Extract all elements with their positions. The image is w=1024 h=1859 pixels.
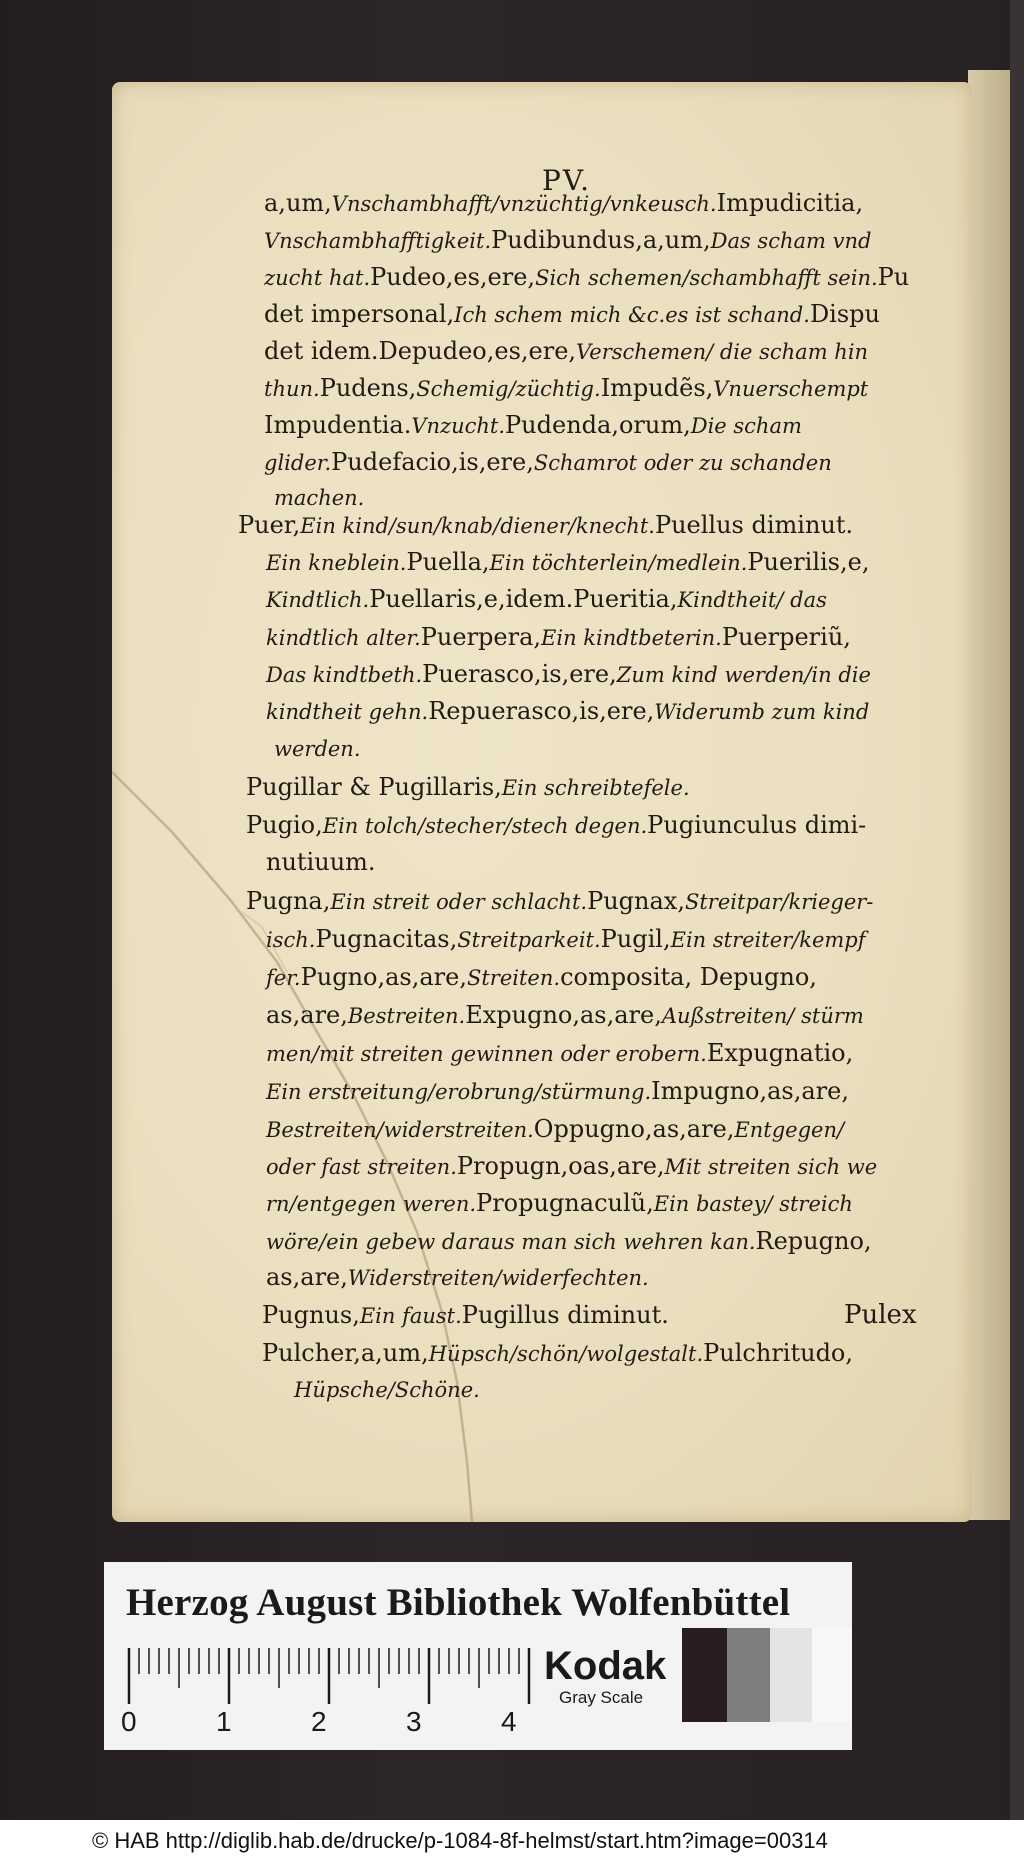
text-line: [266, 622, 851, 653]
latin-headword: Pugnus,: [262, 1301, 360, 1329]
german-gloss: oder fast streiten.: [266, 1155, 457, 1179]
german-gloss: Ein streit oder schlacht.: [330, 890, 588, 914]
german-gloss: Ein töchterlein/medlein.: [489, 551, 748, 575]
german-gloss: Streitpar/krieger-: [684, 890, 874, 914]
german-gloss: Außstreiten/ stürm: [661, 1004, 864, 1028]
text-line: [264, 188, 863, 219]
german-gloss: Schamrot oder zu schanden: [533, 451, 832, 475]
latin-headword: Puerasco,is,ere,: [422, 660, 617, 688]
text-line: [264, 225, 871, 256]
ruler-number: 1: [216, 1706, 232, 1737]
latin-headword: Pulchritudo,: [703, 1339, 854, 1367]
latin-headword: Pudefacio,is,ere,: [331, 448, 534, 476]
latin-headword: Pudens,: [319, 374, 417, 402]
text-line: [266, 847, 376, 877]
text-line: [266, 584, 827, 615]
german-gloss: fer.: [266, 966, 301, 990]
page-header: PV.: [542, 164, 592, 197]
text-line: [266, 1151, 877, 1182]
text-line: [262, 1338, 853, 1369]
latin-headword: Pu: [877, 263, 910, 291]
latin-headword: Pugillus diminut.: [461, 1301, 669, 1329]
latin-headword: Expugno,as,are,: [465, 1001, 662, 1029]
latin-headword: nutiuum.: [266, 848, 376, 876]
latin-headword: Pugil,: [600, 925, 671, 953]
latin-headword: Pugnax,: [587, 887, 685, 915]
text-line: [266, 1000, 864, 1031]
german-gloss: kindtlich alter.: [266, 626, 421, 650]
german-gloss: machen.: [274, 486, 365, 510]
ruler-number: 0: [121, 1706, 137, 1737]
latin-headword: as,are,: [266, 1001, 348, 1029]
brand-logo: Kodak: [544, 1644, 667, 1688]
text-line: [266, 696, 869, 727]
latin-headword: Puerpera,: [420, 623, 542, 651]
text-line: [294, 1374, 480, 1405]
german-gloss: wöre/ein gebew daraus man sich wehren kan.: [266, 1230, 756, 1254]
german-gloss: Streitparkeit.: [457, 928, 601, 952]
text-line: [264, 262, 909, 293]
latin-headword: Repuerasco,is,ere,: [428, 697, 655, 725]
german-gloss: rn/entgegen weren.: [266, 1192, 477, 1216]
german-gloss: Ein tolch/stecher/stech degen.: [322, 814, 648, 838]
german-gloss: Ein schreibtefele.: [501, 776, 690, 800]
text-line: [264, 373, 868, 404]
german-gloss: Streiten.: [466, 966, 561, 990]
latin-headword: det impersonal,: [264, 300, 455, 328]
latin-headword: Repugno,: [755, 1227, 872, 1255]
latin-headword: Pudibundus,a,um,: [491, 226, 711, 254]
latin-headword: a,um,: [264, 189, 332, 217]
ruler-scale: [124, 1646, 534, 1706]
latin-headword: Expugnatio,: [706, 1039, 854, 1067]
text-line: [266, 1038, 853, 1069]
text-line: [246, 810, 866, 841]
text-line: [274, 733, 361, 764]
latin-headword: Impudẽs,: [600, 374, 714, 402]
german-gloss: Vnschambhafft/vnzüchtig/vnkeusch.: [331, 192, 717, 216]
latin-headword: Impudentia.: [264, 411, 412, 439]
german-gloss: Bestreiten.: [347, 1004, 466, 1028]
latin-headword: Puella,: [406, 548, 490, 576]
latin-headword: Puer,: [238, 511, 301, 539]
ruler-number: 2: [311, 1706, 327, 1737]
text-line: [266, 962, 817, 993]
german-gloss: Bestreiten/widerstreiten.: [266, 1118, 534, 1142]
german-gloss: Zum kind werden/in die: [616, 663, 871, 687]
latin-headword: Pulcher,a,um,: [262, 1339, 429, 1367]
gray-patch: [770, 1628, 812, 1722]
latin-headword: Pugiunculus dimi-: [647, 811, 867, 839]
text-line: [274, 482, 364, 513]
german-gloss: Entgegen/: [734, 1118, 845, 1142]
german-gloss: Sich schemen/schambhafft sein.: [535, 266, 878, 290]
german-gloss: Ein bastey/ streich: [653, 1192, 853, 1216]
text-line: [264, 336, 868, 367]
german-gloss: thun.: [264, 377, 320, 401]
german-gloss: Mit streiten sich we: [664, 1155, 878, 1179]
german-gloss: Ein kneblein.: [266, 551, 407, 575]
gray-patch: [727, 1628, 770, 1722]
ruler-number: 3: [406, 1706, 422, 1737]
german-gloss: Vnzucht.: [411, 414, 506, 438]
german-gloss: Ich schem mich &c.es ist schand.: [454, 303, 810, 327]
text-line: [264, 410, 802, 441]
latin-headword: Pudenda,orum,: [505, 411, 691, 439]
latin-headword: Pugillar & Pugillaris,: [246, 773, 502, 801]
latin-headword: as,are,: [266, 1263, 348, 1291]
latin-headword: Pugno,as,are,: [300, 963, 467, 991]
german-gloss: kindtheit gehn.: [266, 700, 429, 724]
text-line: [264, 447, 832, 478]
latin-headword: Propugnaculũ,: [476, 1189, 654, 1217]
latin-headword: Pugna,: [246, 887, 331, 915]
book-page: [112, 82, 972, 1522]
text-line: [266, 1262, 649, 1293]
latin-headword: Oppugno,as,are,: [533, 1115, 735, 1143]
copyright-url: © HAB http://diglib.hab.de/drucke/p-1084-8f-helmst/start.htm?image=00314: [92, 1828, 828, 1853]
latin-headword: det idem.Depudeo,es,ere,: [264, 337, 577, 365]
german-gloss: Verschemen/ die scham hin: [576, 340, 869, 364]
latin-headword: Puellaris,e,idem.Pueritia,: [369, 585, 678, 613]
brand-subtitle: Gray Scale: [559, 1688, 644, 1707]
text-line: [246, 772, 690, 803]
german-gloss: Ein streiter/kempf: [670, 928, 866, 952]
latin-headword: Puerperiũ,: [721, 623, 851, 651]
german-gloss: Hüpsch/schön/wolgestalt.: [428, 1342, 704, 1366]
german-gloss: Widerumb zum kind: [654, 700, 870, 724]
latin-headword: Pugnacitas,: [315, 925, 458, 953]
german-gloss: Das scham vnd: [710, 229, 872, 253]
institution-name: Herzog August Bibliothek Wolfenbüttel: [126, 1581, 791, 1624]
german-gloss: Ein faust.: [359, 1304, 462, 1328]
ruler-number: 4: [501, 1706, 517, 1737]
latin-headword: Dispu: [809, 300, 880, 328]
german-gloss: Kindtlich.: [266, 588, 370, 612]
german-gloss: Hüpsche/Schöne.: [294, 1378, 480, 1402]
german-gloss: Kindtheit/ das: [677, 588, 827, 612]
text-line: [266, 924, 866, 955]
latin-headword: Puellus diminut.: [654, 511, 854, 539]
german-gloss: glider.: [264, 451, 332, 475]
gray-patch: [812, 1628, 852, 1722]
german-gloss: men/mit streiten gewinnen oder erobern.: [266, 1042, 707, 1066]
text-line: [266, 1076, 849, 1107]
german-gloss: Vnschambhafftigkeit.: [264, 229, 492, 253]
latin-headword: Pudeo,es,ere,: [370, 263, 536, 291]
german-gloss: werden.: [274, 737, 361, 761]
german-gloss: Ein kindtbeterin.: [541, 626, 722, 650]
text-line: [266, 1114, 844, 1145]
footer-bar: [0, 1820, 1024, 1859]
color-calibration-bar: [104, 1562, 852, 1750]
text-line: [238, 510, 853, 541]
text-line: [266, 547, 869, 578]
gray-patch: [682, 1628, 727, 1722]
german-gloss: isch.: [266, 928, 316, 952]
german-gloss: Vnuerschempt: [713, 377, 869, 401]
latin-headword: Puerilis,e,: [747, 548, 870, 576]
text-line: [246, 886, 873, 917]
text-line: [266, 659, 871, 690]
text-line: [262, 1300, 669, 1331]
german-gloss: Das kindtbeth.: [266, 663, 423, 687]
german-gloss: zucht hat.: [264, 266, 371, 290]
german-gloss: Widerstreiten/widerfechten.: [347, 1266, 649, 1290]
latin-headword: Impugno,as,are,: [651, 1077, 849, 1105]
latin-headword: Impudicitia,: [716, 189, 864, 217]
text-line: [266, 1188, 853, 1219]
catchword: Pulex: [844, 1300, 917, 1330]
text-line: [264, 299, 880, 330]
german-gloss: Die scham: [690, 414, 802, 438]
german-gloss: Ein kind/sun/knab/diener/knecht.: [300, 514, 655, 538]
latin-headword: Pugio,: [246, 811, 323, 839]
text-line: [266, 1226, 872, 1257]
latin-headword: Propugn,oas,are,: [456, 1152, 665, 1180]
scan-edge: [1010, 0, 1024, 1820]
german-gloss: Ein erstreitung/erobrung/stürmung.: [266, 1080, 652, 1104]
latin-headword: composita, Depugno,: [560, 963, 817, 991]
german-gloss: Schemig/züchtig.: [416, 377, 601, 401]
